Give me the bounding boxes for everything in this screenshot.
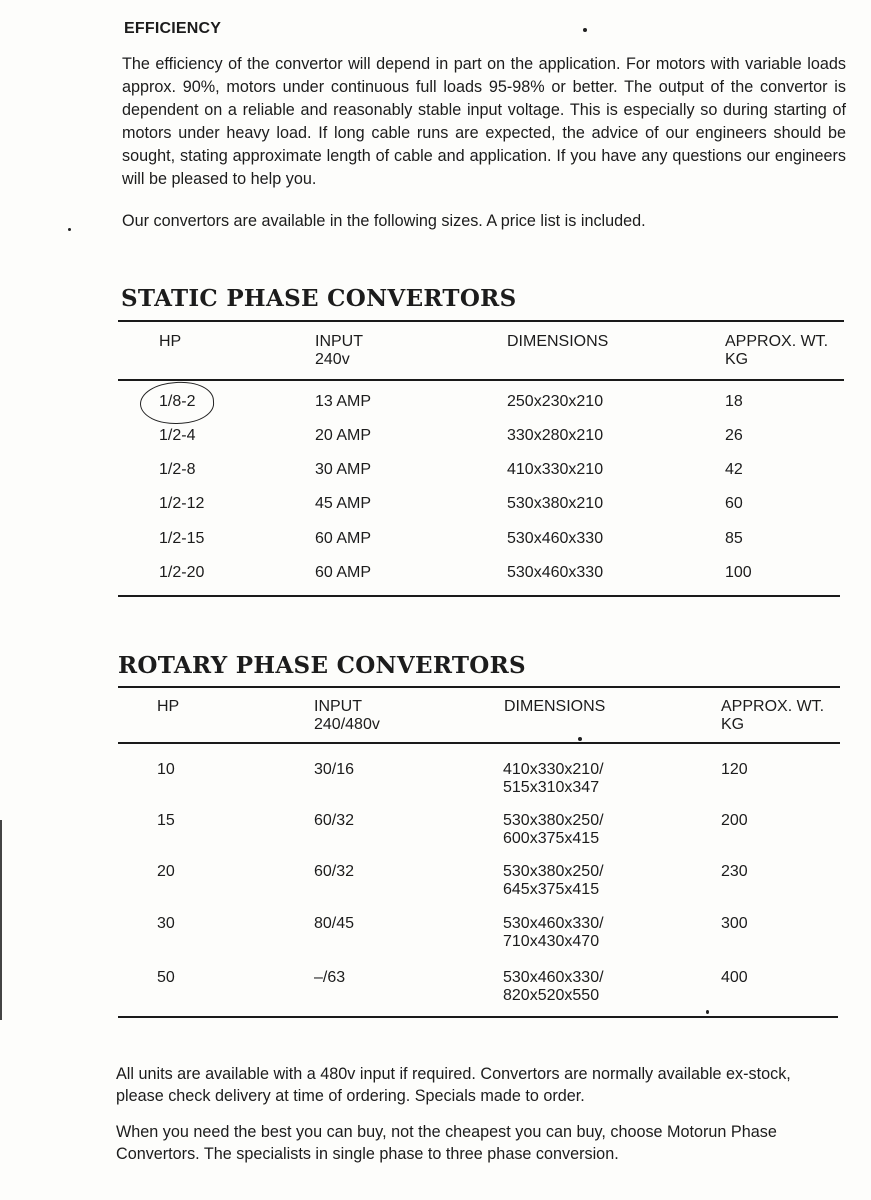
static-cell-dimensions: 250x230x210 <box>507 393 604 410</box>
rotary-cell-input: 30/16 <box>314 761 355 778</box>
rotary-table-header-rule <box>118 742 840 744</box>
rotary-cell-weight: 300 <box>721 915 748 932</box>
static-cell-input: 60 AMP <box>315 564 372 581</box>
static-cell-weight: 85 <box>725 530 743 547</box>
rotary-cell-dimensions: 530x460x330/ 710x430x470 <box>503 915 604 950</box>
availability-footer: All units are available with a 480v input if required. Convertors are normally available ex-stock, please check delivery at time of ordering. Specials made to order. <box>116 1065 791 1105</box>
rotary-cell-weight: 400 <box>721 969 748 986</box>
static-cell-weight: 100 <box>725 564 752 581</box>
scan-speck <box>68 228 71 231</box>
static-cell-weight: 26 <box>725 427 743 444</box>
rotary-header-hp: HP <box>157 698 180 715</box>
rotary-cell-weight: 200 <box>721 812 748 829</box>
static-table-top-rule <box>118 320 844 322</box>
static-cell-weight: 18 <box>725 393 743 410</box>
rotary-cell-hp: 15 <box>157 812 175 829</box>
static-header-input: INPUT 240v <box>315 333 363 368</box>
static-cell-dimensions: 530x460x330 <box>507 530 604 547</box>
static-cell-hp: 1/2-4 <box>159 427 196 444</box>
rotary-header-input: INPUT 240/480v <box>314 698 380 733</box>
rotary-cell-input: –/63 <box>314 969 346 986</box>
rotary-header-weight: APPROX. WT. KG <box>721 698 825 733</box>
rotary-table-bottom-rule <box>118 1016 838 1018</box>
rotary-table-top-rule <box>118 686 840 688</box>
rotary-cell-input: 60/32 <box>314 812 355 829</box>
scan-speck <box>706 1010 709 1014</box>
static-header-hp: HP <box>159 333 182 350</box>
rotary-cell-hp: 10 <box>157 761 175 778</box>
static-table-header-rule <box>118 379 844 381</box>
static-header-dimensions: DIMENSIONS <box>507 333 609 350</box>
static-cell-weight: 42 <box>725 461 743 478</box>
static-cell-input: 45 AMP <box>315 495 372 512</box>
static-cell-dimensions: 410x330x210 <box>507 461 604 478</box>
static-cell-hp: 1/2-12 <box>159 495 205 512</box>
tagline-footer: When you need the best you can buy, not the cheapest you can buy, choose Motorun Phase Convertors. The specialists in single phase to three phase conversion. <box>116 1123 777 1163</box>
efficiency-paragraph: The efficiency of the convertor will depend in part on the application. For motors with variable loads approx. 90%, motors under continuous full loads 95-98% or better. The output of the convertor is dependent on a reliable and reasonably stable input voltage. This is especially so during starting of motors under heavy load. If long cable runs are expected, the advice of our engineers should be sought, stating approximate length of cable and application. If you have any questions our engineers will be pleased to help you. <box>122 55 846 188</box>
static-cell-dimensions: 530x460x330 <box>507 564 604 581</box>
static-cell-dimensions: 330x280x210 <box>507 427 604 444</box>
rotary-cell-dimensions: 530x380x250/ 600x375x415 <box>503 812 604 847</box>
rotary-table-title: ROTARY PHASE CONVERTORS <box>118 652 526 679</box>
static-cell-hp: 1/8-2 <box>159 393 196 410</box>
rotary-cell-dimensions: 410x330x210/ 515x310x347 <box>503 761 604 796</box>
static-table-bottom-rule <box>118 595 840 597</box>
static-header-weight: APPROX. WT. KG <box>725 333 829 368</box>
static-cell-hp: 1/2-15 <box>159 530 205 547</box>
rotary-cell-dimensions: 530x460x330/ 820x520x550 <box>503 969 604 1004</box>
static-table-title: STATIC PHASE CONVERTORS <box>121 285 517 312</box>
static-cell-input: 13 AMP <box>315 393 372 410</box>
availability-note: Our convertors are available in the following sizes. A price list is included. <box>122 212 646 230</box>
rotary-cell-hp: 20 <box>157 863 175 880</box>
rotary-cell-hp: 30 <box>157 915 175 932</box>
static-cell-input: 30 AMP <box>315 461 372 478</box>
rotary-cell-weight: 230 <box>721 863 748 880</box>
scan-speck <box>578 737 582 741</box>
static-cell-dimensions: 530x380x210 <box>507 495 604 512</box>
rotary-cell-dimensions: 530x380x250/ 645x375x415 <box>503 863 604 898</box>
efficiency-heading: EFFICIENCY <box>124 20 222 37</box>
left-edge-mark <box>0 820 2 1020</box>
static-cell-input: 20 AMP <box>315 427 372 444</box>
static-cell-hp: 1/2-20 <box>159 564 205 581</box>
static-cell-input: 60 AMP <box>315 530 372 547</box>
rotary-cell-input: 60/32 <box>314 863 355 880</box>
rotary-cell-weight: 120 <box>721 761 748 778</box>
rotary-cell-input: 80/45 <box>314 915 355 932</box>
rotary-cell-hp: 50 <box>157 969 175 986</box>
scan-speck <box>583 28 587 32</box>
static-cell-hp: 1/2-8 <box>159 461 196 478</box>
rotary-header-dimensions: DIMENSIONS <box>504 698 606 715</box>
static-cell-weight: 60 <box>725 495 743 512</box>
